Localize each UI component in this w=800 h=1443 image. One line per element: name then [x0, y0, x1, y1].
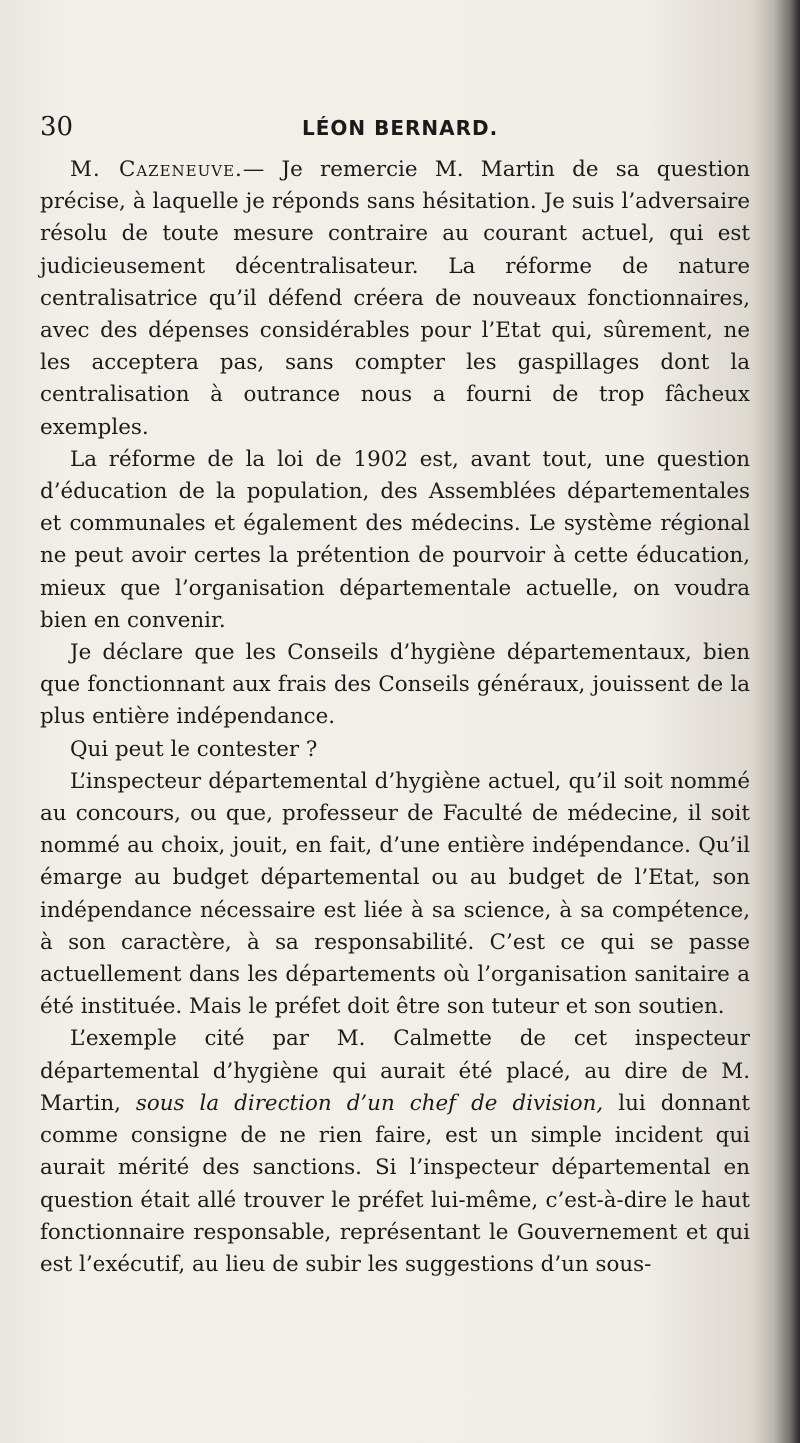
page-header [40, 112, 760, 148]
running-head: LÉON BERNARD. [302, 116, 499, 140]
speaker-name: M. Cazeneuve. [70, 157, 243, 182]
paragraph-6 [40, 1023, 750, 1281]
paragraph-1 [40, 154, 750, 444]
paragraph-5: L’inspecteur départemental d’hygiène actuel, qu’il soit nommé au concours, ou que, professeur de Faculté de médecine, il soit nommé au choix, jouit, en fait, d’une entière indépendance. Qu’il émarge au budget départemental ou au budget de l’Etat, son indépendance nécessaire est liée à sa science, à sa compétence, à son caractère, à sa responsabilité. C’est ce qui se passe actuellement dans les départements où l’organisation sanitaire a été instituée. Mais le préfet doit être son tuteur et son soutien. [40, 768, 750, 1020]
paragraph-1-text: — Je remercie M. Martin de sa question précise, à laquelle je réponds sans hésitation. Je suis l’adversaire résolu de toute mesure contraire au courant actuel, qui est judicieusement décentralisateur. La réforme de nature centralisatrice qu’il défend créera de nouveaux fonctionnaires, avec des dépenses considérables pour l’Etat qui, sûrement, ne les acceptera pas, sans compter les gaspillages dont la centralisation à outrance nous a fourni de trop fâcheux exemples. [40, 157, 750, 440]
paragraph-2: La réforme de la loi de 1902 est, avant tout, une question d’éducation de la population, des Assemblées départementales et communales et également des médecins. Le système régional ne peut avoir certes la prétention de pourvoir à cette éducation, mieux que l’organisation départementale actuelle, on voudra bien en convenir. [40, 446, 750, 633]
paragraph-3: Je déclare que les Conseils d’hygiène départementaux, bien que fonctionnant aux frais des Conseils généraux, jouissent de la plus entière indépendance. [40, 640, 750, 730]
paragraph-6-italic-text: sous la direction d’un chef de division, [135, 1090, 604, 1116]
page-number: 30 [40, 112, 74, 142]
page-edge-shadow [774, 0, 800, 1443]
paragraph-4: Qui peut le contester ? [70, 736, 318, 762]
paragraph-6-text-before: L’exemple cité par M. Calmette de cet inspecteur départemental d’hygiène qui aurait été placé, au dire de M. Martin, [40, 1026, 750, 1116]
paragraph-6-text-after: lui donnant comme consigne de ne rien faire, est un simple incident qui aurait mérité des sanctions. Si l’inspecteur départemental en question était allé trouver le préfet lui-même, c’est-à-dire le haut fonctionnaire responsable, représentant le Gouvernement et qui est l’exécutif, au lieu de subir les suggestions d’un sous- [40, 1090, 750, 1277]
body-text [40, 154, 750, 1281]
